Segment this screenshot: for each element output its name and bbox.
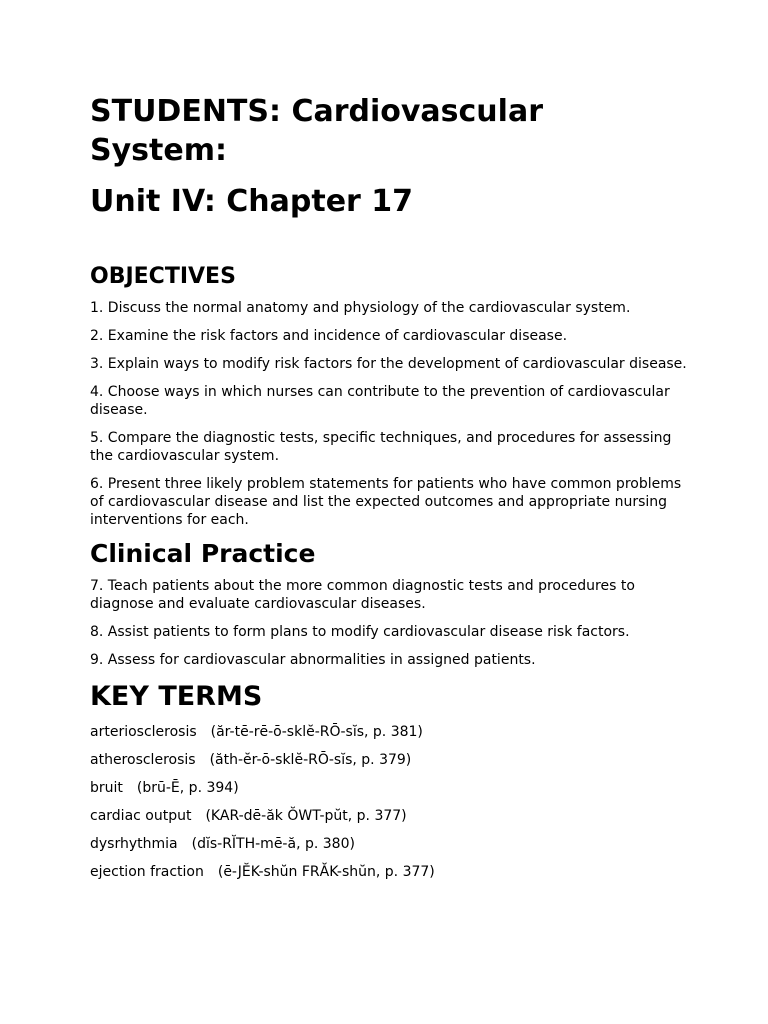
key-term-name: dysrhythmia [90, 836, 178, 852]
document-content [90, 90, 690, 891]
key-term-name: atherosclerosis [90, 752, 196, 768]
key-term-row [90, 779, 690, 797]
key-term-pronunciation: (brū-Ē, p. 394) [136, 780, 239, 796]
key-term-name: arteriosclerosis [90, 724, 197, 740]
objective-item: 2. Examine the risk factors and incidence of cardiovascular disease. [90, 328, 568, 344]
objective-item: 4. Choose ways in which nurses can contribute to the prevention of cardiovascular disease. [90, 384, 670, 418]
clinical-practice-item: 7. Teach patients about the more common diagnostic tests and procedures to diagnose and evaluate cardiovascular diseases. [90, 578, 635, 612]
key-term-name: cardiac output [90, 808, 192, 824]
objective-item: 3. Explain ways to modify risk factors for the development of cardiovascular disease. [90, 356, 687, 372]
document-subtitle: Unit IV: Chapter 17 [90, 184, 414, 219]
key-term-name: bruit [90, 780, 123, 796]
key-term-row [90, 863, 690, 881]
key-term-pronunciation: (KAR-dē-ăk ŎWT-pŭt, p. 377) [205, 808, 407, 824]
key-term-row [90, 835, 690, 853]
key-term-row [90, 807, 690, 825]
clinical-practice-item: 8. Assist patients to form plans to modify cardiovascular disease risk factors. [90, 624, 630, 640]
key-term-pronunciation: (dĭs-RĬTH-mē-ă, p. 380) [191, 836, 355, 852]
objective-item: 5. Compare the diagnostic tests, specific techniques, and procedures for assessing the cardiovascular system. [90, 430, 672, 464]
key-term-name: ejection fraction [90, 864, 204, 880]
objective-item: 6. Present three likely problem statements for patients who have common problems of cardiovascular disease and list the expected outcomes and appropriate nursing interventions for each. [90, 476, 682, 528]
clinical-practice-heading: Clinical Practice [90, 539, 316, 568]
objective-item: 1. Discuss the normal anatomy and physiology of the cardiovascular system. [90, 300, 631, 316]
document-title: STUDENTS: Cardiovascular System: [90, 94, 543, 168]
key-terms-heading: KEY TERMS [90, 681, 263, 712]
objectives-heading: OBJECTIVES [90, 264, 236, 289]
key-term-pronunciation: (ē-JĔK-shŭn FRĂK-shŭn, p. 377) [217, 864, 435, 880]
key-term-row [90, 751, 690, 769]
key-term-pronunciation: (ăr-tē-rē-ō-sklĕ-RŌ-sĭs, p. 381) [210, 724, 423, 740]
key-term-pronunciation: (ăth-ĕr-ō-sklĕ-RŌ-sĭs, p. 379) [209, 752, 412, 768]
clinical-practice-item: 9. Assess for cardiovascular abnormalities in assigned patients. [90, 652, 536, 668]
key-term-row [90, 723, 690, 741]
